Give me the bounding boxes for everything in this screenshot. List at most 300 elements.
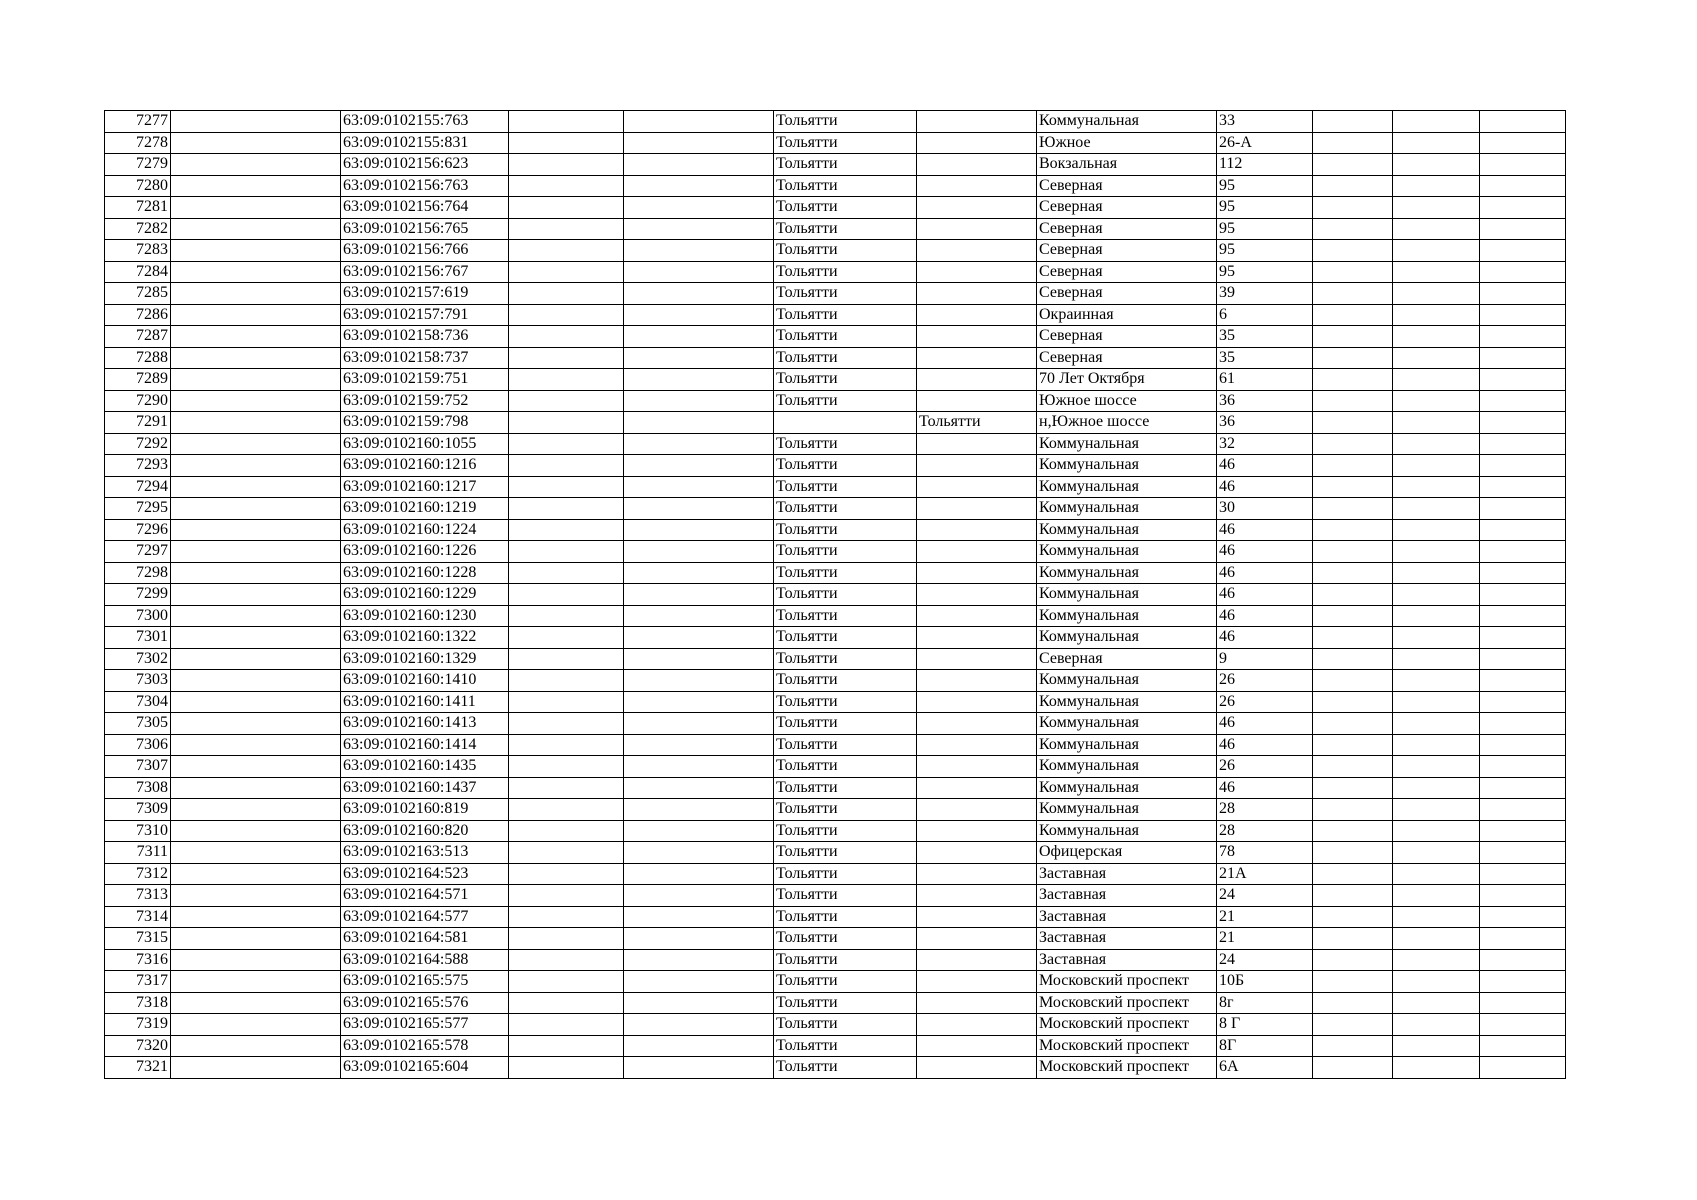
- empty-cell: [624, 906, 774, 928]
- empty-cell: [509, 390, 624, 412]
- city-cell: Тольятти: [774, 971, 917, 993]
- city-cell: Тольятти: [774, 519, 917, 541]
- empty-cell: [1480, 734, 1566, 756]
- empty-cell: [171, 326, 341, 348]
- row-number-cell: 7292: [105, 433, 171, 455]
- table-row: [105, 132, 1566, 154]
- city-cell: Тольятти: [774, 885, 917, 907]
- empty-cell: [1393, 304, 1480, 326]
- empty-cell: [509, 928, 624, 950]
- empty-cell: [509, 1035, 624, 1057]
- empty-cell: [1480, 820, 1566, 842]
- street-cell: Московский проспект: [1037, 992, 1217, 1014]
- empty-cell: [1480, 476, 1566, 498]
- empty-cell: [171, 627, 341, 649]
- cadastral-number-cell: 63:09:0102158:736: [341, 326, 509, 348]
- empty-cell: [1313, 132, 1393, 154]
- empty-cell: [1393, 713, 1480, 735]
- street-cell: Северная: [1037, 283, 1217, 305]
- empty-cell: [1393, 691, 1480, 713]
- empty-cell: [1480, 154, 1566, 176]
- table-row: [105, 240, 1566, 262]
- empty-cell: [171, 949, 341, 971]
- cadastral-number-cell: 63:09:0102165:604: [341, 1057, 509, 1079]
- empty-cell: [171, 734, 341, 756]
- city-alt-cell: [917, 756, 1037, 778]
- city-alt-cell: [917, 476, 1037, 498]
- house-number-cell: 6А: [1217, 1057, 1313, 1079]
- row-number-cell: 7321: [105, 1057, 171, 1079]
- empty-cell: [1393, 1035, 1480, 1057]
- street-cell: Заставная: [1037, 885, 1217, 907]
- empty-cell: [1480, 261, 1566, 283]
- empty-cell: [1480, 347, 1566, 369]
- row-number-cell: 7279: [105, 154, 171, 176]
- empty-cell: [171, 885, 341, 907]
- house-number-cell: 61: [1217, 369, 1313, 391]
- city-cell: Тольятти: [774, 863, 917, 885]
- cadastral-number-cell: 63:09:0102160:1216: [341, 455, 509, 477]
- empty-cell: [509, 906, 624, 928]
- street-cell: Заставная: [1037, 949, 1217, 971]
- empty-cell: [624, 111, 774, 133]
- city-alt-cell: [917, 820, 1037, 842]
- house-number-cell: 46: [1217, 455, 1313, 477]
- row-number-cell: 7281: [105, 197, 171, 219]
- cadastral-number-cell: 63:09:0102160:1224: [341, 519, 509, 541]
- empty-cell: [1393, 670, 1480, 692]
- city-alt-cell: [917, 175, 1037, 197]
- street-cell: Московский проспект: [1037, 1057, 1217, 1079]
- empty-cell: [509, 1014, 624, 1036]
- empty-cell: [171, 842, 341, 864]
- city-alt-cell: [917, 455, 1037, 477]
- row-number-cell: 7278: [105, 132, 171, 154]
- city-alt-cell: [917, 885, 1037, 907]
- cadastral-number-cell: 63:09:0102157:619: [341, 283, 509, 305]
- city-alt-cell: [917, 713, 1037, 735]
- table-row: [105, 605, 1566, 627]
- empty-cell: [171, 240, 341, 262]
- city-cell: Тольятти: [774, 777, 917, 799]
- city-cell: Тольятти: [774, 949, 917, 971]
- street-cell: Заставная: [1037, 863, 1217, 885]
- empty-cell: [1480, 627, 1566, 649]
- empty-cell: [171, 756, 341, 778]
- house-number-cell: 95: [1217, 261, 1313, 283]
- row-number-cell: 7300: [105, 605, 171, 627]
- city-cell: Тольятти: [774, 476, 917, 498]
- empty-cell: [1393, 476, 1480, 498]
- row-number-cell: 7293: [105, 455, 171, 477]
- empty-cell: [1393, 799, 1480, 821]
- empty-cell: [1480, 605, 1566, 627]
- empty-cell: [1313, 820, 1393, 842]
- table-row: [105, 756, 1566, 778]
- cadastral-number-cell: 63:09:0102165:578: [341, 1035, 509, 1057]
- row-number-cell: 7309: [105, 799, 171, 821]
- empty-cell: [624, 326, 774, 348]
- empty-cell: [1393, 863, 1480, 885]
- address-table: [104, 110, 1566, 1079]
- empty-cell: [1393, 154, 1480, 176]
- city-alt-cell: [917, 734, 1037, 756]
- empty-cell: [1313, 326, 1393, 348]
- cadastral-number-cell: 63:09:0102160:1226: [341, 541, 509, 563]
- house-number-cell: 36: [1217, 390, 1313, 412]
- empty-cell: [1480, 799, 1566, 821]
- row-number-cell: 7310: [105, 820, 171, 842]
- empty-cell: [171, 906, 341, 928]
- row-number-cell: 7308: [105, 777, 171, 799]
- empty-cell: [171, 390, 341, 412]
- city-cell: Тольятти: [774, 132, 917, 154]
- street-cell: Коммунальная: [1037, 519, 1217, 541]
- house-number-cell: 112: [1217, 154, 1313, 176]
- empty-cell: [171, 541, 341, 563]
- cadastral-number-cell: 63:09:0102160:1435: [341, 756, 509, 778]
- cadastral-number-cell: 63:09:0102165:576: [341, 992, 509, 1014]
- empty-cell: [1313, 584, 1393, 606]
- empty-cell: [1480, 455, 1566, 477]
- city-cell: Тольятти: [774, 455, 917, 477]
- empty-cell: [1480, 283, 1566, 305]
- empty-cell: [624, 756, 774, 778]
- empty-cell: [171, 691, 341, 713]
- empty-cell: [171, 799, 341, 821]
- table-row: [105, 347, 1566, 369]
- empty-cell: [624, 175, 774, 197]
- cadastral-number-cell: 63:09:0102156:766: [341, 240, 509, 262]
- city-cell: Тольятти: [774, 928, 917, 950]
- street-cell: Коммунальная: [1037, 433, 1217, 455]
- empty-cell: [1480, 218, 1566, 240]
- empty-cell: [509, 326, 624, 348]
- row-number-cell: 7291: [105, 412, 171, 434]
- city-alt-cell: [917, 605, 1037, 627]
- table-row: [105, 971, 1566, 993]
- street-cell: Вокзальная: [1037, 154, 1217, 176]
- street-cell: Северная: [1037, 326, 1217, 348]
- city-alt-cell: [917, 562, 1037, 584]
- empty-cell: [1313, 455, 1393, 477]
- empty-cell: [1393, 605, 1480, 627]
- empty-cell: [1480, 713, 1566, 735]
- table-row: [105, 476, 1566, 498]
- table-row: [105, 627, 1566, 649]
- street-cell: Коммунальная: [1037, 670, 1217, 692]
- cadastral-number-cell: 63:09:0102160:819: [341, 799, 509, 821]
- empty-cell: [1480, 906, 1566, 928]
- table-row: [105, 842, 1566, 864]
- street-cell: Коммунальная: [1037, 756, 1217, 778]
- row-number-cell: 7313: [105, 885, 171, 907]
- empty-cell: [1313, 885, 1393, 907]
- empty-cell: [509, 562, 624, 584]
- empty-cell: [1480, 928, 1566, 950]
- empty-cell: [1313, 1014, 1393, 1036]
- street-cell: Южное: [1037, 132, 1217, 154]
- row-number-cell: 7318: [105, 992, 171, 1014]
- empty-cell: [509, 648, 624, 670]
- row-number-cell: 7282: [105, 218, 171, 240]
- row-number-cell: 7297: [105, 541, 171, 563]
- empty-cell: [171, 713, 341, 735]
- empty-cell: [1313, 541, 1393, 563]
- city-cell: Тольятти: [774, 562, 917, 584]
- empty-cell: [1393, 949, 1480, 971]
- table-row: [105, 949, 1566, 971]
- city-cell: Тольятти: [774, 541, 917, 563]
- house-number-cell: 95: [1217, 240, 1313, 262]
- empty-cell: [509, 347, 624, 369]
- empty-cell: [509, 218, 624, 240]
- empty-cell: [624, 218, 774, 240]
- empty-cell: [624, 240, 774, 262]
- empty-cell: [509, 154, 624, 176]
- street-cell: Коммунальная: [1037, 498, 1217, 520]
- street-cell: Северная: [1037, 218, 1217, 240]
- empty-cell: [509, 627, 624, 649]
- empty-cell: [624, 261, 774, 283]
- empty-cell: [509, 304, 624, 326]
- empty-cell: [1393, 197, 1480, 219]
- city-alt-cell: [917, 218, 1037, 240]
- city-alt-cell: [917, 261, 1037, 283]
- cadastral-number-cell: 63:09:0102156:764: [341, 197, 509, 219]
- empty-cell: [171, 218, 341, 240]
- empty-cell: [1480, 498, 1566, 520]
- empty-cell: [1480, 390, 1566, 412]
- empty-cell: [509, 885, 624, 907]
- row-number-cell: 7289: [105, 369, 171, 391]
- empty-cell: [624, 433, 774, 455]
- empty-cell: [1393, 1057, 1480, 1079]
- house-number-cell: 21: [1217, 928, 1313, 950]
- empty-cell: [1313, 240, 1393, 262]
- empty-cell: [1313, 1035, 1393, 1057]
- empty-cell: [624, 949, 774, 971]
- empty-cell: [1480, 175, 1566, 197]
- empty-cell: [1393, 562, 1480, 584]
- cadastral-number-cell: 63:09:0102156:623: [341, 154, 509, 176]
- cadastral-number-cell: 63:09:0102160:1413: [341, 713, 509, 735]
- empty-cell: [1480, 562, 1566, 584]
- empty-cell: [1393, 906, 1480, 928]
- cadastral-number-cell: 63:09:0102160:1229: [341, 584, 509, 606]
- row-number-cell: 7288: [105, 347, 171, 369]
- empty-cell: [624, 734, 774, 756]
- house-number-cell: 95: [1217, 175, 1313, 197]
- empty-cell: [1480, 971, 1566, 993]
- empty-cell: [1480, 541, 1566, 563]
- city-cell: [774, 412, 917, 434]
- empty-cell: [624, 197, 774, 219]
- city-cell: Тольятти: [774, 605, 917, 627]
- city-alt-cell: [917, 283, 1037, 305]
- empty-cell: [1480, 885, 1566, 907]
- cadastral-number-cell: 63:09:0102160:1411: [341, 691, 509, 713]
- city-cell: Тольятти: [774, 197, 917, 219]
- row-number-cell: 7317: [105, 971, 171, 993]
- empty-cell: [1313, 433, 1393, 455]
- empty-cell: [1313, 304, 1393, 326]
- row-number-cell: 7286: [105, 304, 171, 326]
- table-body: [105, 111, 1566, 1079]
- empty-cell: [624, 476, 774, 498]
- empty-cell: [1313, 1057, 1393, 1079]
- empty-cell: [624, 691, 774, 713]
- row-number-cell: 7314: [105, 906, 171, 928]
- table-row: [105, 519, 1566, 541]
- street-cell: Коммунальная: [1037, 111, 1217, 133]
- city-alt-cell: [917, 648, 1037, 670]
- row-number-cell: 7315: [105, 928, 171, 950]
- empty-cell: [624, 347, 774, 369]
- city-alt-cell: [917, 777, 1037, 799]
- empty-cell: [624, 992, 774, 1014]
- empty-cell: [171, 433, 341, 455]
- empty-cell: [624, 455, 774, 477]
- city-cell: Тольятти: [774, 347, 917, 369]
- empty-cell: [1313, 863, 1393, 885]
- city-alt-cell: [917, 154, 1037, 176]
- city-cell: Тольятти: [774, 433, 917, 455]
- empty-cell: [509, 455, 624, 477]
- house-number-cell: 10Б: [1217, 971, 1313, 993]
- empty-cell: [171, 1014, 341, 1036]
- city-cell: Тольятти: [774, 369, 917, 391]
- empty-cell: [1393, 820, 1480, 842]
- empty-cell: [1313, 691, 1393, 713]
- city-cell: Тольятти: [774, 218, 917, 240]
- city-alt-cell: [917, 347, 1037, 369]
- house-number-cell: 46: [1217, 584, 1313, 606]
- empty-cell: [509, 283, 624, 305]
- empty-cell: [509, 670, 624, 692]
- table-row: [105, 304, 1566, 326]
- empty-cell: [1313, 476, 1393, 498]
- empty-cell: [509, 240, 624, 262]
- row-number-cell: 7298: [105, 562, 171, 584]
- row-number-cell: 7295: [105, 498, 171, 520]
- empty-cell: [624, 369, 774, 391]
- empty-cell: [1313, 519, 1393, 541]
- table-row: [105, 1014, 1566, 1036]
- empty-cell: [509, 1057, 624, 1079]
- cadastral-number-cell: 63:09:0102160:1217: [341, 476, 509, 498]
- empty-cell: [1480, 648, 1566, 670]
- empty-cell: [509, 713, 624, 735]
- house-number-cell: 39: [1217, 283, 1313, 305]
- empty-cell: [171, 971, 341, 993]
- empty-cell: [1393, 885, 1480, 907]
- city-cell: Тольятти: [774, 326, 917, 348]
- empty-cell: [1313, 347, 1393, 369]
- cadastral-number-cell: 63:09:0102164:523: [341, 863, 509, 885]
- house-number-cell: 78: [1217, 842, 1313, 864]
- empty-cell: [624, 132, 774, 154]
- empty-cell: [509, 369, 624, 391]
- street-cell: Коммунальная: [1037, 562, 1217, 584]
- empty-cell: [1393, 326, 1480, 348]
- empty-cell: [1313, 111, 1393, 133]
- empty-cell: [171, 863, 341, 885]
- street-cell: н,Южное шоссе: [1037, 412, 1217, 434]
- city-cell: Тольятти: [774, 283, 917, 305]
- house-number-cell: 46: [1217, 627, 1313, 649]
- empty-cell: [1393, 541, 1480, 563]
- empty-cell: [1313, 283, 1393, 305]
- empty-cell: [1480, 584, 1566, 606]
- house-number-cell: 21А: [1217, 863, 1313, 885]
- street-cell: Северная: [1037, 240, 1217, 262]
- street-cell: Офицерская: [1037, 842, 1217, 864]
- empty-cell: [624, 928, 774, 950]
- empty-cell: [1393, 218, 1480, 240]
- row-number-cell: 7294: [105, 476, 171, 498]
- empty-cell: [1313, 627, 1393, 649]
- table-row: [105, 283, 1566, 305]
- empty-cell: [1480, 1035, 1566, 1057]
- empty-cell: [1313, 369, 1393, 391]
- row-number-cell: 7290: [105, 390, 171, 412]
- city-alt-cell: [917, 1057, 1037, 1079]
- city-alt-cell: [917, 326, 1037, 348]
- empty-cell: [624, 154, 774, 176]
- row-number-cell: 7299: [105, 584, 171, 606]
- city-cell: Тольятти: [774, 175, 917, 197]
- empty-cell: [1393, 111, 1480, 133]
- empty-cell: [509, 584, 624, 606]
- empty-cell: [1313, 992, 1393, 1014]
- city-alt-cell: [917, 928, 1037, 950]
- empty-cell: [171, 132, 341, 154]
- empty-cell: [171, 498, 341, 520]
- table-row: [105, 885, 1566, 907]
- table-row: [105, 648, 1566, 670]
- empty-cell: [509, 863, 624, 885]
- house-number-cell: 35: [1217, 326, 1313, 348]
- table-row: [105, 670, 1566, 692]
- table-row: [105, 111, 1566, 133]
- table-row: [105, 433, 1566, 455]
- empty-cell: [1393, 1014, 1480, 1036]
- table-row: [105, 992, 1566, 1014]
- empty-cell: [1393, 756, 1480, 778]
- empty-cell: [1393, 240, 1480, 262]
- city-cell: Тольятти: [774, 906, 917, 928]
- empty-cell: [1313, 971, 1393, 993]
- table-row: [105, 799, 1566, 821]
- house-number-cell: 26: [1217, 691, 1313, 713]
- empty-cell: [1313, 713, 1393, 735]
- empty-cell: [171, 519, 341, 541]
- empty-cell: [1480, 519, 1566, 541]
- house-number-cell: 35: [1217, 347, 1313, 369]
- empty-cell: [1480, 992, 1566, 1014]
- empty-cell: [1480, 412, 1566, 434]
- empty-cell: [509, 261, 624, 283]
- empty-cell: [1393, 283, 1480, 305]
- empty-cell: [171, 1057, 341, 1079]
- street-cell: Московский проспект: [1037, 1035, 1217, 1057]
- row-number-cell: 7303: [105, 670, 171, 692]
- street-cell: Коммунальная: [1037, 820, 1217, 842]
- empty-cell: [1313, 928, 1393, 950]
- empty-cell: [509, 519, 624, 541]
- empty-cell: [1480, 240, 1566, 262]
